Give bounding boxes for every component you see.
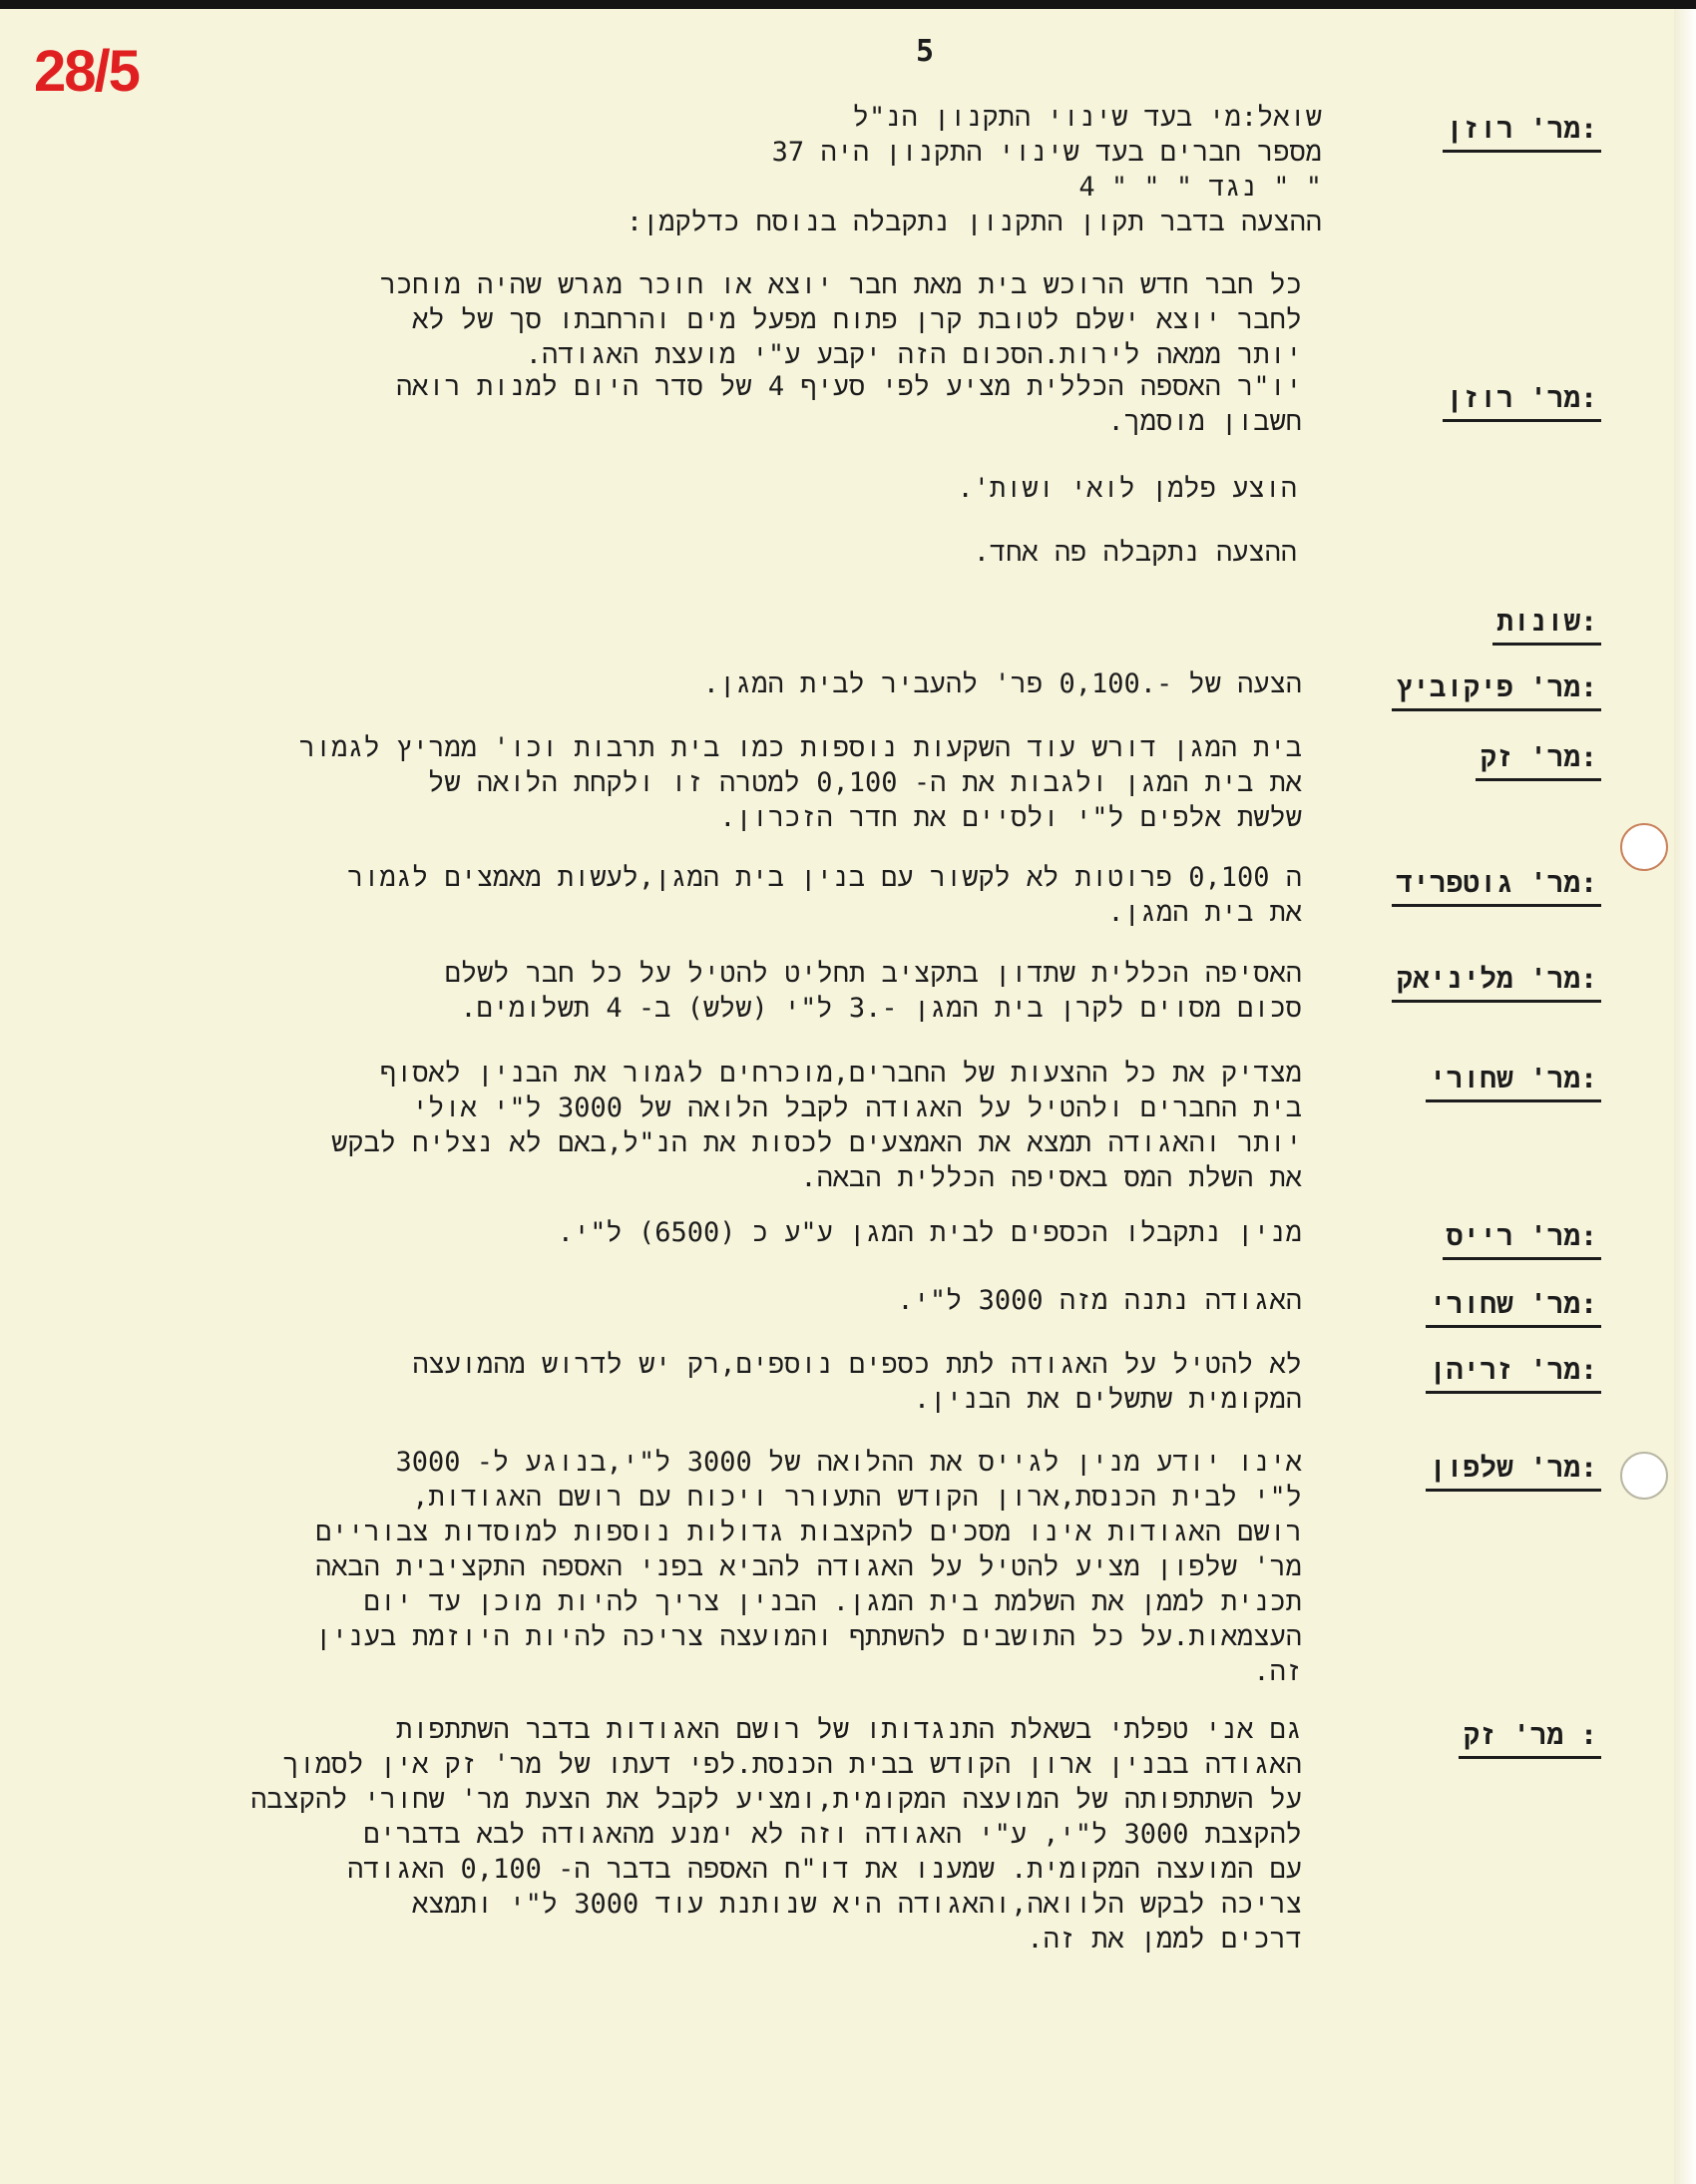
text-line: את בית המגן ולגבות את ה- 0,100 למטרה זו ולקחת הלואה של [428, 767, 1302, 798]
text-line: העצמאות.על כל התושבים להשתתף והמועצה צריכה להיות היוזמת בענין [315, 1621, 1302, 1652]
text-line: על השתתפותה של המועצה המקומית,ומציע לקבל את הצעת מר' שחורי להקצבה [250, 1784, 1302, 1815]
text-line: הוצע פלמן לואי ושות'. [957, 473, 1297, 504]
text-line: תכנית לממן את השלמת בית המגן. הבנין צריך להיות מוכן עד יום [363, 1586, 1302, 1617]
page-stamp: 28/5 [34, 39, 139, 104]
minutes-text [250, 1712, 1302, 1957]
text-line: צריכה לבקש הלוואה,והאגודה היא שנותנת עוד 3000 ל"י ותמצא [412, 1889, 1302, 1920]
speaker-label: מר' רייס: [1443, 1219, 1601, 1260]
minutes-text [315, 1445, 1302, 1689]
text-line: ההצעה בדבר תקון התקנון נתקבלה בנוסח כדלקמן: [626, 207, 1322, 237]
minutes-text [299, 730, 1302, 835]
text-line: סכום מסוים לקרן בית המגן -.3 ל"י (שלש) ב- 4 תשלומים. [460, 993, 1302, 1024]
minutes-text [558, 1215, 1302, 1250]
text-line: את בית המגן. [1107, 897, 1302, 928]
text-line: לחבר יוצא ישלם לטובת קרן פתוח מפעל מים והרחבתו סך של לא [412, 304, 1302, 335]
text-line: אינו יודע מנין לגייס את ההלואה של 3000 ל"י,בנוגע ל- 3000 [395, 1447, 1302, 1478]
minutes-text [703, 666, 1302, 701]
speaker-label: מר' פיקוביץ: [1392, 670, 1601, 711]
speaker-label: מר' גוטפריד: [1392, 866, 1601, 907]
text-line: האגודה בבנין ארון הקודש בבית הכנסת.לפי דעתו של מר' זק אין לסמוך [282, 1749, 1302, 1780]
minutes-text [412, 1347, 1302, 1417]
text-line: מצדיק את כל ההצעות של החברים,מוכרחים לגמור את הבנין לאסוף [379, 1058, 1302, 1089]
text-line: זה. [1253, 1656, 1302, 1687]
text-line: את השלת המס באסיפה הכללית הבאה. [800, 1162, 1302, 1193]
minutes-text [347, 860, 1302, 930]
text-line: לא להטיל על האגודה לתת כספים נוספים,רק יש לדרוש מהמועצה [412, 1349, 1302, 1380]
speaker-label: מר' רוזן: [1443, 381, 1601, 422]
page-number: 5 [916, 34, 935, 69]
text-line: ההצעה נתקבלה פה אחד. [973, 537, 1297, 568]
top-scan-edge [0, 0, 1696, 9]
speaker-label: מר' שחורי: [1426, 1287, 1601, 1328]
text-line: להקצבת 3000 ל"י, ע"י האגודה וזה לא ימנע מהאגודה לבא בדברים [363, 1819, 1302, 1850]
text-line: רושם האגודות אינו מסכים להקצבות גדולות נוספות למוסדות צבוריים [315, 1517, 1302, 1547]
text-line: הצעה של -.0,100 פר' להעביר לבית המגן. [702, 668, 1302, 699]
speaker-label: מר' מליניאק: [1392, 962, 1601, 1003]
speaker-label: מר' רוזן: [1443, 112, 1601, 153]
text-line: כל חבר חדש הרוכש בית מאת חבר יוצא או חוכר מגרש שהיה מוחכר [379, 269, 1302, 300]
right-scan-edge [1674, 9, 1696, 2184]
text-line: האסיפה הכללית שתדון בתקציב תחליט להטיל על כל חבר לשלם [444, 958, 1302, 989]
text-line: בית החברים ולהטיל על האגודה לקבל הלואה של 3000 ל"י אולי [412, 1092, 1302, 1123]
minutes-text [445, 956, 1302, 1026]
speaker-label: מר' זק : [1459, 1718, 1601, 1759]
speaker-label: מר' זריהן: [1426, 1353, 1601, 1394]
text-line: המקומית שתשלים את הבנין. [913, 1384, 1302, 1415]
minutes-text [627, 100, 1322, 239]
text-line: עם המועצה המקומית. שמענו את דו"ח האספה בדבר ה- 0,100 האגודה [347, 1854, 1302, 1885]
minutes-text [331, 1056, 1302, 1195]
punch-hole [1620, 1452, 1668, 1500]
minutes-text [396, 369, 1302, 439]
text-line: דרכים לממן את זה. [1027, 1924, 1302, 1955]
text-line: ל"י לבית הכנסת,ארון הקודש התעורר ויכוח עם רושם האגודות, [412, 1482, 1302, 1513]
section-heading: שונות: [1492, 605, 1601, 646]
text-line: יותר ממאה לירות.הסכום הזה יקבע ע"י מועצת האגודה. [525, 339, 1302, 370]
minutes-text [957, 471, 1297, 506]
text-line: בית המגן דורש עוד השקעות נוספות כמו בית תרבות וכו' ממריץ לגמור [298, 732, 1302, 763]
text-line: מר' שלפון מציע להטיל על האגודה להביא בפני האספה התקציבית הבאה [315, 1551, 1302, 1582]
text-line: " " נגד " " " 4 [1078, 172, 1322, 203]
text-line: ה 0,100 פרוטות לא לקשור עם בנין בית המגן,לעשות מאמצים לגמור [347, 862, 1302, 893]
text-line: חשבון מוסמך. [1107, 406, 1302, 437]
text-line: יו"ר האספה הכללית מציע לפי סעיף 4 של סדר היום למנות רואה [395, 371, 1302, 402]
text-line: מספר חברים בעד שינוי התקנון היה 37 [771, 137, 1322, 168]
speaker-label: מר' שחורי: [1426, 1062, 1601, 1102]
minutes-text [974, 535, 1297, 570]
minutes-text [897, 1283, 1302, 1318]
speaker-label: מר' שלפון: [1426, 1451, 1601, 1492]
text-line: שואל:מי בעד שינוי התקנון הנ"ל [852, 102, 1322, 133]
speaker-label: מר' זק: [1476, 740, 1601, 781]
punch-hole [1620, 823, 1668, 871]
text-line: שלשת אלפים ל"י ולסיים את חדר הזכרון. [719, 802, 1302, 833]
text-line: האגודה נתנה מזה 3000 ל"י. [897, 1285, 1302, 1316]
minutes-text [380, 267, 1302, 372]
text-line: גם אני טפלתי בשאלת התנגדותו של רושם האגודות בדבר השתתפות [396, 1714, 1302, 1745]
text-line: יותר והאגודה תמצא את האמצעים לכסות את הנ"ל,באם לא נצליח לבקש [331, 1127, 1302, 1158]
text-line: מנין נתקבלו הכספים לבית המגן ע"ע כ (6500) ל"י. [557, 1217, 1302, 1248]
